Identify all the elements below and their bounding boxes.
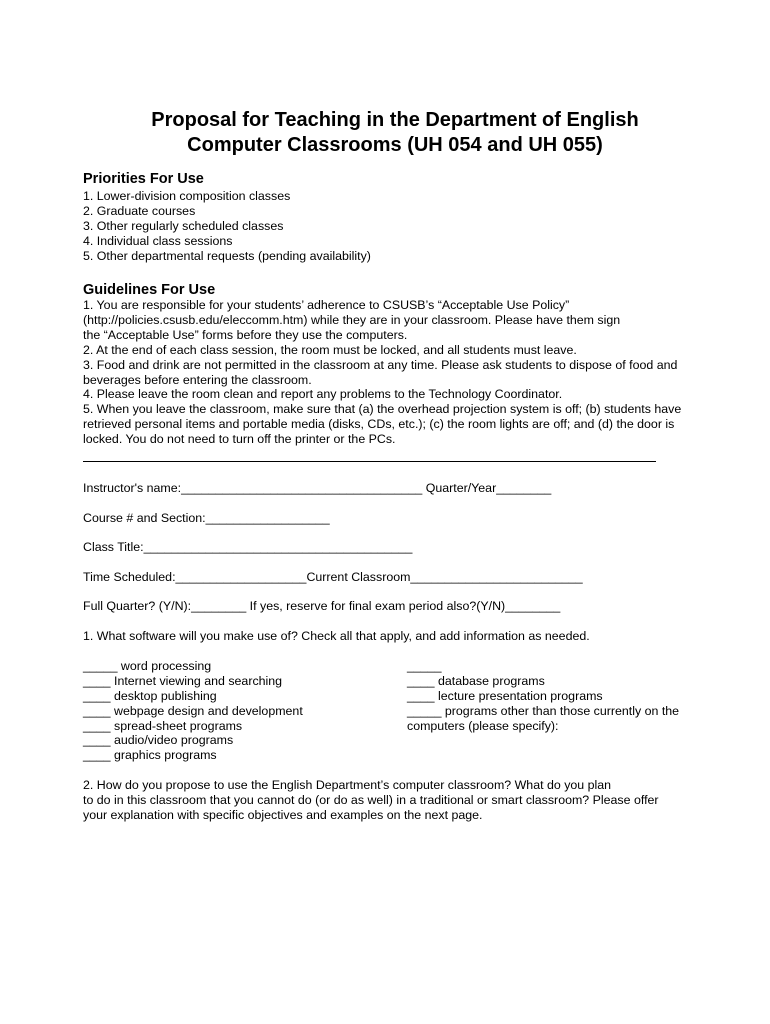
guideline-line: beverages before entering the classroom. — [83, 372, 312, 387]
software-checkbox-desktop-publishing[interactable]: ____ desktop publishing — [83, 688, 217, 703]
software-other-specify-label: computers (please specify): — [407, 718, 559, 733]
list-item: 4. Individual class sessions — [83, 233, 233, 248]
class-title-field[interactable]: Class Title:_______________________________________ — [83, 540, 413, 554]
guidelines-heading: Guidelines For Use — [83, 282, 216, 298]
guideline-line: 4. Please leave the room clean and report any problems to the Technology Coordinator. — [83, 387, 563, 402]
title-line-1: Proposal for Teaching in the Department of English — [151, 109, 639, 131]
full-quarter-field[interactable]: Full Quarter? (Y/N):________ If yes, reserve for final exam period also?(Y/N)________ — [83, 599, 561, 613]
software-checkbox-other-programs[interactable]: _____ programs other than those currently on the — [407, 703, 680, 718]
software-checkbox-database[interactable]: ____ database programs — [407, 673, 545, 688]
guideline-line: 1. You are responsible for your students’ adherence to CSUSB’s “Acceptable Use Policy” — [83, 298, 570, 312]
software-checkbox-webpage-design[interactable]: ____ webpage design and development — [83, 703, 303, 718]
title-line-2: Computer Classrooms (UH 054 and UH 055) — [187, 134, 603, 156]
software-checkbox-word-processing[interactable]: _____ word processing — [83, 659, 212, 673]
software-question: 1. What software will you make use of? Check all that apply, and add information as needed. — [83, 629, 590, 643]
software-checkbox-internet[interactable]: ____ Internet viewing and searching — [83, 673, 283, 688]
guideline-line: (http://policies.csusb.edu/eleccomm.htm) while they are in your classroom. Please have them sign — [83, 312, 621, 327]
software-checkbox-spreadsheet[interactable]: ____ spread-sheet programs — [83, 718, 243, 733]
guideline-line: the “Acceptable Use” forms before they use the computers. — [83, 327, 408, 342]
guidelines-text — [83, 298, 681, 447]
software-checkbox-graphics[interactable]: ____ graphics programs — [83, 748, 217, 763]
software-options-right — [407, 659, 679, 733]
software-options-left — [83, 659, 303, 763]
software-checkbox-audio-video[interactable]: ____ audio/video programs — [83, 733, 234, 748]
software-checkbox-lecture-presentation[interactable]: ____ lecture presentation programs — [407, 688, 603, 703]
list-item: 3. Other regularly scheduled classes — [83, 218, 284, 233]
list-item: 1. Lower-division composition classes — [83, 189, 291, 203]
question-2-line: 2. How do you propose to use the English Department’s computer classroom? What do you plan — [83, 778, 612, 792]
instructor-name-field[interactable]: Instructor's name:___________________________________ Quarter/Year________ — [83, 481, 552, 495]
guideline-line: 5. When you leave the classroom, make sure that (a) the overhead projection system is off; (b) students have — [83, 402, 682, 417]
guideline-line: locked. You do not need to turn off the printer or the PCs. — [83, 432, 396, 447]
course-section-field[interactable]: Course # and Section:__________________ — [83, 511, 330, 525]
guideline-line: 3. Food and drink are not permitted in the classroom at any time. Please ask students to dispose of food and — [83, 357, 678, 372]
software-checkbox-blank[interactable]: _____ — [407, 659, 442, 673]
question-2-line: your explanation with specific objectives and examples on the next page. — [83, 807, 483, 822]
list-item: 2. Graduate courses — [83, 203, 196, 218]
time-scheduled-field[interactable]: Time Scheduled:___________________Current Classroom_________________________ — [83, 570, 583, 584]
question-2 — [83, 778, 659, 823]
document-title — [0, 108, 770, 158]
section-divider — [83, 461, 656, 462]
guideline-line: 2. At the end of each class session, the room must be locked, and all students must leave. — [83, 342, 577, 357]
list-item: 5. Other departmental requests (pending availability) — [83, 248, 371, 263]
priorities-heading: Priorities For Use — [83, 171, 204, 187]
question-2-line: to do in this classroom that you cannot do (or do as well) in a traditional or smart classroom? Please offer — [83, 792, 659, 807]
guideline-line: retrieved personal items and portable media (disks, CDs, etc.); (c) the room lights are off; and (d) the door is — [83, 417, 675, 432]
priorities-list — [83, 189, 371, 264]
